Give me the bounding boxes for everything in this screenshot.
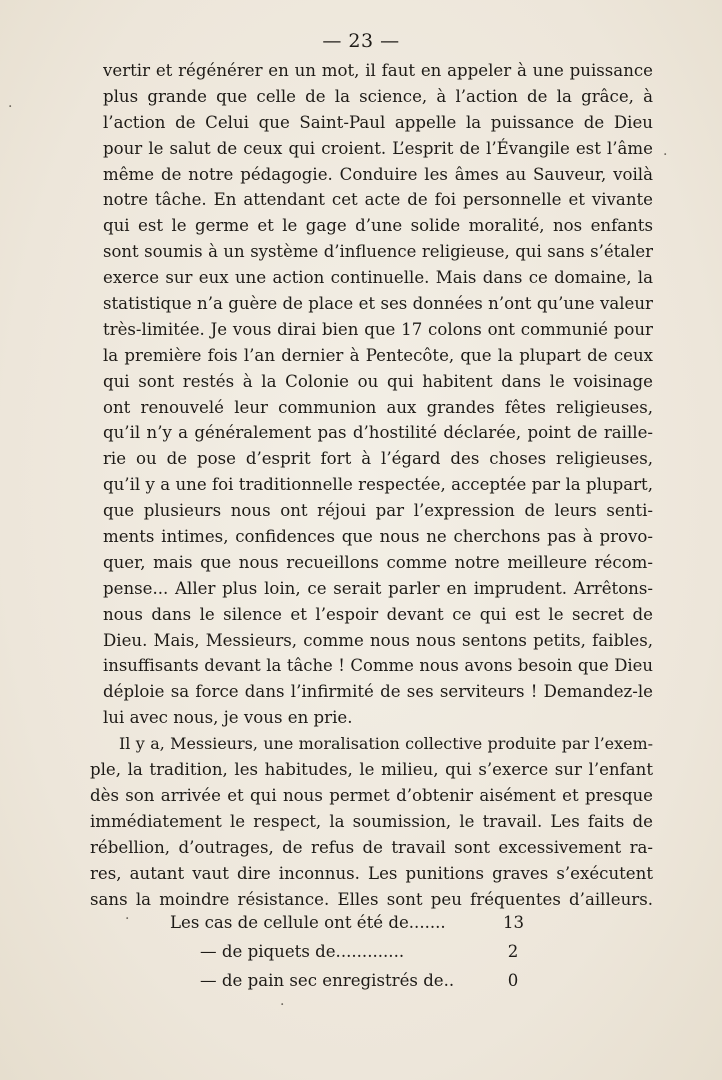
text-line: Dieu. Mais, Messieurs, comme nous nous sentons petits, faibles, xyxy=(103,630,653,650)
text-line: l’action de Celui que Saint-Paul appelle la puissance de Dieu xyxy=(103,112,653,132)
text-line: insuffisants devant la tâche ! Comme nous avons besoin que Dieu xyxy=(103,656,653,676)
text-line: dès son arrivée et qui nous permet d’obtenir aisément et presque xyxy=(90,785,653,805)
text-line: ple, la tradition, les habitudes, le milieu, qui s’exerce sur l’enfant xyxy=(90,760,653,780)
text-line: rie ou de pose d’esprit fort à l’égard des choses religieuses, xyxy=(103,449,653,469)
text-line: que plusieurs nous ont réjoui par l’expression de leurs senti- xyxy=(103,501,653,521)
text-line: qui sont restés à la Colonie ou qui habitent dans le voisinage xyxy=(103,371,653,391)
stat-row xyxy=(0,908,722,937)
paper-speck: · xyxy=(663,147,668,163)
text-line: ont renouvelé leur communion aux grandes fêtes religieuses, xyxy=(103,397,653,417)
text-line: qu’il y a une foi traditionnelle respectée, acceptée par la plupart, xyxy=(103,475,653,495)
text-line: immédiatement le respect, la soumission, le travail. Les faits de xyxy=(90,811,653,831)
body-text xyxy=(90,58,653,912)
punishment-stats xyxy=(0,908,722,995)
text-line: sont soumis à un système d’influence religieuse, qui sans s’étaler xyxy=(103,242,653,262)
stat-row xyxy=(0,966,722,995)
text-line: la première fois l’an dernier à Pentecôte, que la plupart de ceux xyxy=(103,345,653,365)
stat-row xyxy=(0,937,722,966)
text-line: nous dans le silence et l’espoir devant ce qui est le secret de xyxy=(103,604,653,624)
text-line: quer, mais que nous recueillons comme notre meilleure récom- xyxy=(103,552,653,572)
paper-speck: · xyxy=(125,911,130,927)
stat-value: 0 xyxy=(507,971,519,990)
stat-value: 2 xyxy=(507,942,519,961)
paragraph-2 xyxy=(90,731,653,912)
paper-speck: · xyxy=(8,99,13,115)
text-line: même de notre pédagogie. Conduire les âmes au Sauveur, voilà xyxy=(103,164,653,184)
paper-speck: · xyxy=(280,997,285,1013)
text-line: très-limitée. Je vous dirai bien que 17 colons ont communié pour xyxy=(103,319,653,339)
stat-value: 13 xyxy=(503,913,525,932)
text-line: Il y a, Messieurs, une moralisation collective produite par l’exem- xyxy=(119,734,653,754)
text-line: statistique n’a guère de place et ses données n’ont qu’une valeur xyxy=(103,294,653,314)
text-line: vertir et régénérer en un mot, il faut en appeler à une puissance xyxy=(103,61,653,80)
text-line: exerce sur eux une action continuelle. Mais dans ce domaine, la xyxy=(103,268,653,288)
text-line: qu’il n’y a généralement pas d’hostilité déclarée, point de raille- xyxy=(103,423,653,443)
stat-label: — de pain sec enregistrés de.. xyxy=(200,971,455,990)
text-line: qui est le germe et le gage d’une solide moralité, nos enfants xyxy=(103,216,653,236)
paragraph-1 xyxy=(103,58,653,731)
text-line: déploie sa force dans l’infirmité de ses serviteurs ! Demandez-le xyxy=(103,682,653,702)
page-number: — 23 — xyxy=(322,30,400,52)
text-line: pour le salut de ceux qui croient. L’esprit de l’Évangile est l’âme xyxy=(103,138,653,158)
text-line: plus grande que celle de la science, à l’action de la grâce, à xyxy=(103,86,653,106)
text-line: sans la moindre résistance. Elles sont peu fréquentes d’ailleurs. xyxy=(90,889,653,909)
stat-label: Les cas de cellule ont été de....... xyxy=(170,913,446,932)
text-line: lui avec nous, je vous en prie. xyxy=(103,708,353,728)
text-line: rébellion, d’outrages, de refus de travail sont excessivement ra- xyxy=(90,837,653,857)
text-line: pense... Aller plus loin, ce serait parler en imprudent. Arrêtons- xyxy=(103,578,653,598)
text-line: notre tâche. En attendant cet acte de foi personnelle et vivante xyxy=(103,190,653,210)
text-line: res, autant vaut dire inconnus. Les punitions graves s’exécutent xyxy=(90,863,653,883)
text-line: ments intimes, confidences que nous ne cherchons pas à provo- xyxy=(103,527,653,547)
stat-label: — de piquets de............. xyxy=(200,942,405,961)
